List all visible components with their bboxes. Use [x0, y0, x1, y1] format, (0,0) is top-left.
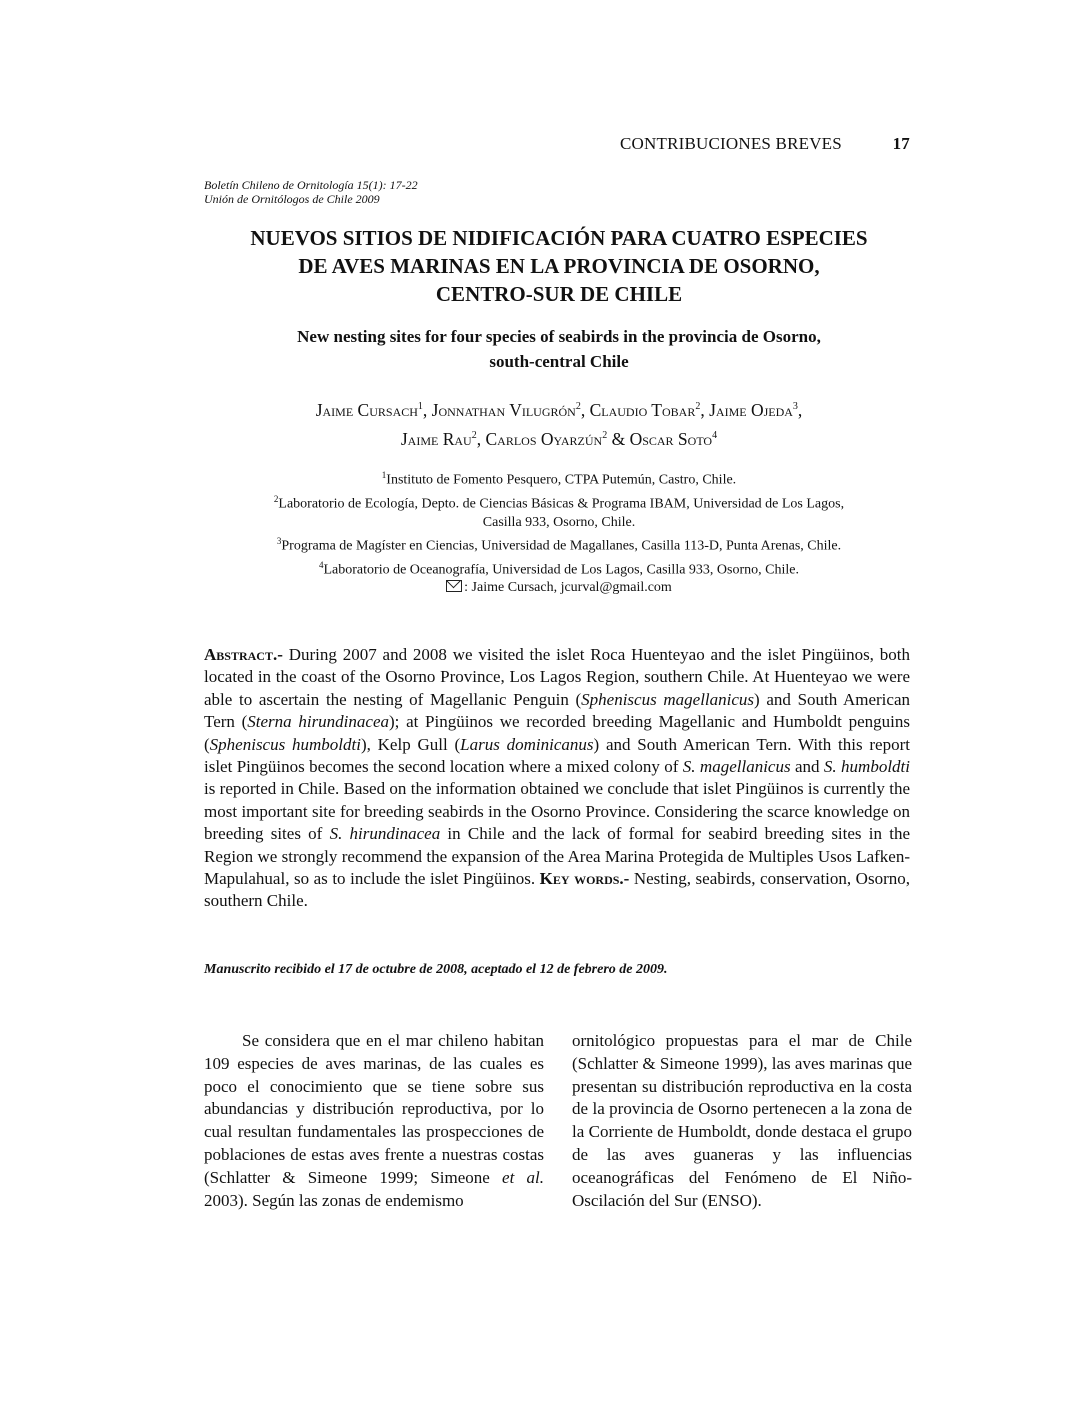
affil-number: 1 [381, 470, 387, 480]
authors-line-2: Jaime Rau$^2$, Carlos Oyarzún$^2$ & Oscar Soto$^4$ [400, 428, 718, 449]
affiliation-2-cont: Casilla 933, Osorno, Chile. [482, 515, 636, 531]
affiliation-4 [204, 556, 914, 580]
keywords-label: Key words.- [539, 869, 630, 889]
author-name: Carlos Oyarzún [485, 428, 603, 449]
abstract-text: ), Kelp Gull ( [360, 734, 461, 754]
body-text: 2003). Según las zonas de endemismo [204, 1190, 464, 1210]
abstract-text: and [790, 757, 824, 777]
abstract-text: ); at Pingüinos we recorded breeding Magellanic and Humboldt penguins ( [204, 712, 910, 754]
author-affil-mark: 4 [712, 429, 718, 441]
subtitle-line-1: New nesting sites for four species of seabirds in the provincia de Osorno, [297, 327, 821, 346]
abstract [204, 644, 910, 913]
body-text: Se considera que en el mar chileno habitan 109 especies de aves marinas, de las cuales es poco el conocimiento que se tiene sobre sus abundancias y distribución reproductiva, por lo cual resultan fundamentales las prospecciones de poblaciones de estas aves frente a nuestras costas (Schlatter & Simeone 1999; Simeone [204, 1031, 544, 1187]
section-name: CONTRIBUCIONES BREVES [620, 134, 842, 153]
abstract-label: Abstract.- [204, 645, 283, 664]
journal-citation [204, 178, 418, 206]
article-title [204, 224, 914, 308]
author-name: Jonnathan Vilugrón [431, 399, 576, 420]
affil-number: 2 [273, 493, 279, 504]
author-affil-mark: 2 [602, 429, 608, 441]
affiliation-1 [204, 466, 914, 490]
body-column-left [204, 1030, 544, 1212]
contact-line [204, 580, 914, 596]
affiliations [204, 466, 914, 580]
affil-text: Laboratorio de Ecología, Depto. de Ciencias Básicas & Programa IBAM, Universidad de Los Lagos, [278, 496, 845, 512]
author-name: Jaime Cursach [315, 399, 418, 420]
page-number: 17 [892, 134, 910, 153]
title-line-2: DE AVES MARINAS EN LA PROVINCIA DE OSORNO, [298, 254, 820, 278]
journal-line-2: Unión de Ornitólogos de Chile 2009 [204, 192, 380, 206]
mail-icon [446, 580, 462, 592]
author-name: Jaime Rau [400, 428, 472, 449]
affil-text: Programa de Magíster en Ciencias, Universidad de Magallanes, Casilla 113-D, Punta Arenas, Chile. [281, 538, 842, 554]
title-line-1: NUEVOS SITIOS DE NIDIFICACIÓN PARA CUATRO ESPECIES [250, 226, 868, 250]
affiliation-2 [204, 490, 914, 514]
abstract-text: During 2007 and 2008 we visited the islet Roca Huenteyao and the islet Pingüinos, both located in the coast of the Osorno Province, Los Lagos Region, southern Chile. At Huenteyao we were able to ascertain the nesting of Magellanic Penguin ( [204, 645, 910, 709]
author-affil-mark: 2 [695, 401, 701, 412]
english-title [204, 324, 914, 374]
affiliation-3 [204, 532, 914, 556]
affil-number: 3 [276, 536, 282, 547]
abstract-text: ) and South American Tern. With this report islet Pingüinos becomes the second location where a mixed colony of [204, 734, 910, 777]
body-column-right: ornitológico propuestas para el mar de Chile (Schlatter & Simeone 1999), las aves marinas que presentan su distribución reproductiva en la costa de la provincia de Osorno pertenecen a la zona de la Corriente de Humboldt, donde destaca el grupo de las aves guaneras y las influencias oceanográficas del Fenómeno de El Niño-Oscilación del Sur (ENSO). [572, 1031, 912, 1210]
species-name: S. humboldti [823, 757, 911, 777]
author-affil-mark: 2 [575, 401, 581, 412]
author-affil-mark: 3 [792, 401, 798, 412]
affil-text: Instituto de Fomento Pesquero, CTPA Putemún, Castro, Chile. [386, 472, 737, 488]
title-line-3: CENTRO-SUR DE CHILE [435, 282, 683, 306]
author-affil-mark: 1 [417, 401, 423, 412]
affil-number: 4 [319, 559, 324, 570]
author-name: Oscar Soto [629, 428, 713, 449]
affil-text: Laboratorio de Oceanografía, Universidad de Los Lagos, Casilla 933, Osorno, Chile. [323, 562, 799, 578]
journal-line-1: Boletín Chileno de Ornitología 15(1): 17-22 [204, 178, 418, 192]
running-header [620, 134, 910, 154]
species-name: Sterna hirundinacea [247, 712, 389, 732]
author-name: Claudio Tobar [589, 399, 696, 420]
contact-text: : Jaime Cursach, jcurval@gmail.com [464, 580, 672, 595]
species-name: S. hirundinacea [329, 824, 441, 844]
authors-line-1: Jaime Cursach$^1$, Jonnathan Vilugrón$^2$, Claudio Tobar$^2$, Jaime Ojeda$^3$, [315, 399, 803, 420]
abstract-text: ) and South American Tern ( [204, 689, 910, 732]
manuscript-dates: Manuscrito recibido el 17 de octubre de 2008, aceptado el 12 de febrero de 2009. [204, 962, 668, 977]
abstract-text: in Chile and the lack of formal for seabird breeding sites in the Region we strongly recommend the expansion of the Area Marina Protegida de Multiples Usos Lafken-Mapulahual, so as to include the islet Pingüinos. [204, 824, 910, 889]
keywords-text: Nesting, seabirds, conservation, Osorno, southern Chile. [204, 869, 910, 911]
species-name: Spheniscus magellanicus [581, 689, 755, 709]
species-name: Spheniscus humboldti [209, 734, 361, 754]
author-affil-mark: 2 [471, 429, 477, 441]
abstract-text: is reported in Chile. Based on the information obtained we conclude that islet Pingüinos is currently the most important site for breeding seabirds in the Osorno Province. Considering the scarce knowledge on breeding sites of [204, 779, 910, 844]
body-italic: et al. [502, 1167, 544, 1187]
author-name: Jaime Ojeda [709, 399, 793, 420]
subtitle-line-2: south-central Chile [489, 352, 629, 371]
species-name: S. magellanicus [682, 757, 791, 777]
species-name: Larus dominicanus [460, 734, 594, 754]
author-list [204, 394, 914, 452]
